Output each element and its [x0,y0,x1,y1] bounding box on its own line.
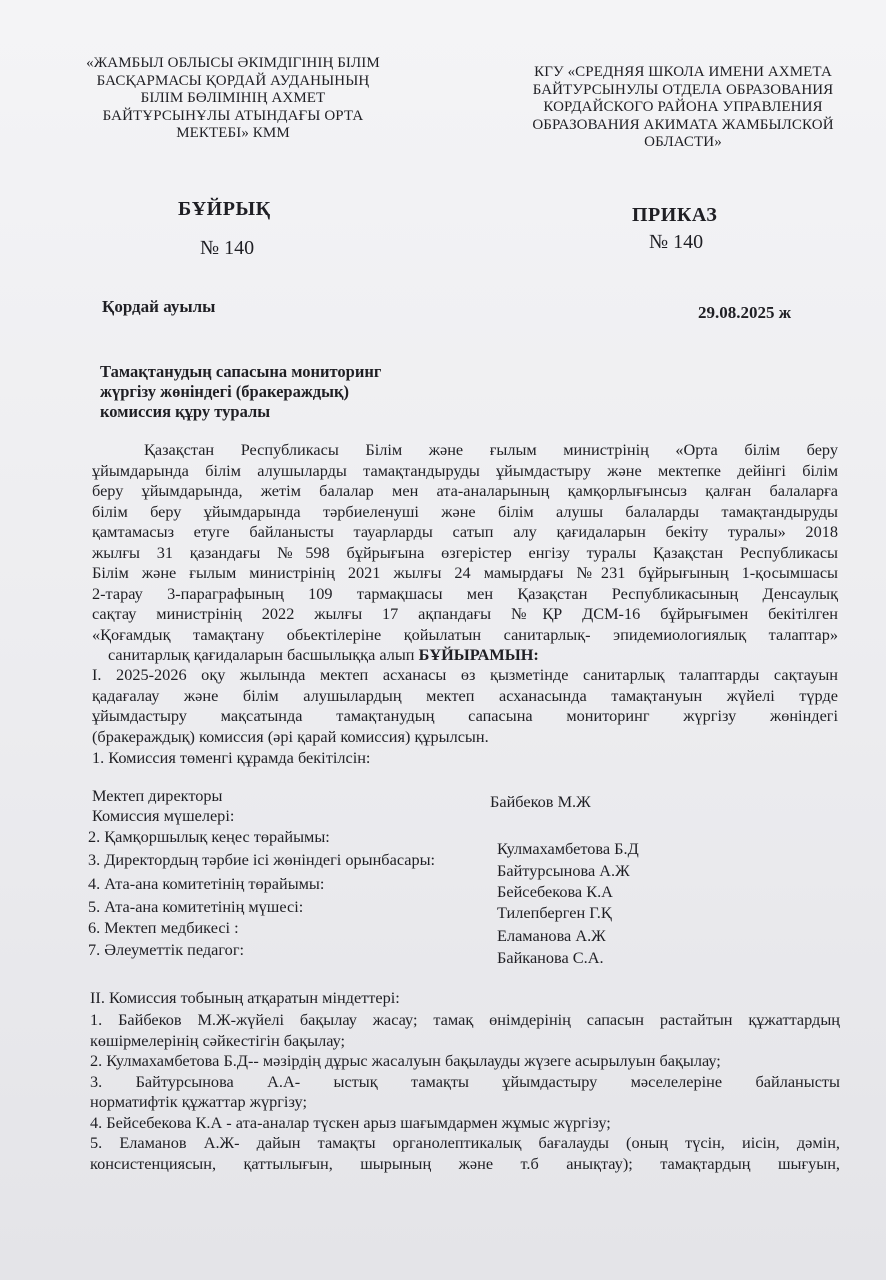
header-left-org [68,55,398,143]
duty-line: 4. Бейсебекова К.А - ата-аналар түскен арыз шағымдармен жұмыс жүргізу; [90,1112,611,1132]
subject-line: комиссия құру туралы [100,402,271,421]
header-right-line: КОРДАЙСКОГО РАЙОНА УПРАВЛЕНИЯ [543,99,823,115]
member-name: Байтурсынова А.Ж [497,861,630,880]
member-name: Еламанова А.Ж [497,926,606,945]
duty-line: 1. Байбеков М.Ж-жүйелі бақылау жасау; тамақ өнімдерінің сапасын растайтын құжаттардың [90,1010,840,1029]
member-name: Бейсебекова К.А [497,882,613,901]
preamble-last-text: санитарлық қағидаларын басшылыққа алып [108,645,419,664]
subject-line: Тамақтанудың сапасына мониторинг [100,362,382,381]
order-title-ru: ПРИКАЗ [632,204,718,226]
duty-line: 2. Кулмахамбетова Б.Д-- мәзірдің дұрыс жасалуын бақылауды жүзеге асырылуын бақылау; [90,1051,721,1070]
order-date: 29.08.2025 ж [698,303,792,322]
order-number-ru: № 140 [649,231,704,253]
member-role: 5. Ата-ана комитетінің мүшесі: [88,897,304,916]
duty-line: норматифтік құжаттар жүргізу; [90,1092,307,1111]
header-right-line: КГУ «СРЕДНЯЯ ШКОЛА ИМЕНИ АХМЕТА [534,64,832,80]
order-title-kz: БҰЙРЫҚ [178,198,271,220]
section-2 [90,988,840,1174]
duty-line: 3. Байтурсынова А.А- ыстық тамақты ұйымдастыру мәселелеріне байланысты [90,1071,840,1091]
preamble-lines-line: ұйымдарында білім алушыларды тамақтандыруды ұйымдастыру және мектепке дейінгі білім [92,460,838,480]
member-name: Тилепберген Г.Қ [497,903,612,922]
member-name: Байканова С.А. [497,948,604,967]
member-name: Кулмахамбетова Б.Д [497,839,639,858]
command-word: БҰЙЫРАМЫН: [418,645,539,664]
header-left-line: «ЖАМБЫЛ ОБЛЫСЫ ӘКІМДІГІНІҢ БІЛІМ [86,55,380,71]
preamble-lines-line: қамтамасыз етуге байланысты тауарларды сатып алу қағидаларын бекіту туралы» 2018 [92,522,838,541]
header-right-line: ОБРАЗОВАНИЯ АКИМАТА ЖАМБЫЛСКОЙ [532,116,834,133]
header-left-line: МЕКТЕБІ» КММ [176,125,290,141]
duty-line: көшірмелерінің сәйкестігін бақылау; [90,1030,346,1050]
composition-heading: 1. Комиссия төменгі құрамда бекітілсін: [92,748,371,767]
member-role: 2. Қамқоршылық кеңес төрайымы: [88,827,330,846]
member-role: 3. Директордың тәрбие ісі жөніндегі орынбасары: [88,850,436,869]
preamble-lines-line: білім беру ұйымдарында тәрбиеленуші және білім алушы балаларды тамақтандыруды [92,501,838,521]
preamble-lines-line: Қазақстан Республикасы Білім және ғылым министрінің «Орта білім беру [144,440,838,459]
subject-line: жүргізу жөніндегі (бракераждық) [100,382,350,401]
director-name: Байбеков М.Ж [490,792,591,811]
duty-line: 5. Еламанов А.Ж- дайын тамақты органолептикалық бағалауды (оның түсін, иісін, дәмін, [90,1133,840,1152]
duties-list [90,1010,840,1174]
header-left-line: БАЙТҰРСЫНҰЛЫ АТЫНДАҒЫ ОРТА [102,107,364,124]
order-body [92,440,838,768]
header-right-org [508,64,858,152]
member-role: 6. Мектеп медбикесі : [88,918,239,937]
preamble-lines-line: 2-тарау 3-параграфының 109 тармақшасы мен Қазақстан Республикасының Денсаулық [92,583,838,603]
order-number-kz: № 140 [200,237,255,259]
members-heading: Комиссия мүшелері: [92,806,235,825]
preamble-lines-line: сақтау министрінің 2022 жылғы 17 ақпандағы №ҚР ДСМ-16 бұйрығымен бекітілген [92,604,838,623]
member-role: 7. Әлеуметтік педагог: [88,940,245,959]
section1-lines-line: ұйымдастыру мақсатында тамақтанудың сапасына мониторинг жүргізу жөніндегі [92,706,838,725]
order-subject [100,362,500,422]
preamble-last-line [92,645,838,665]
section1-lines-line: I. 2025-2026 оқу жылында мектеп асханасы өз қызметінде санитарлық талаптарды сақтауын [92,665,838,684]
preamble-lines-line: беру ұйымдарында, жетім балалар мен ата-аналарының қамқорлығынсыз қалған балаларға [92,481,838,500]
preamble-lines-line: «Қоғамдық тамақтану обьектілеріне қойылатын санитарлық- эпидемиологиялық талаптар» [92,624,838,644]
header-right-line: БАЙТУРСЫНУЛЫ ОТДЕЛА ОБРАЗОВАНИЯ [532,81,834,98]
preamble-lines-line: Білім және ғылым министрінің 2021 жылғы 24 мамырдағы №231 бұйрығының 1-қосымшасы [92,563,838,582]
header-left-line: БІЛІМ БӨЛІМІНІҢ АХМЕТ [140,90,326,106]
duty-line: консистенциясын, қаттылығын, шырының және т.б анықтау); тамақтардың шығуын, [90,1153,840,1173]
preamble-lines-line: жылғы 31 қазандағы №598 бұйрығына өзгерістер енгізу туралы Қазақстан Республикасы [92,542,838,562]
section1-lines-line: (бракераждық) комиссия (әрі қарай комиссия) құрылсын. [92,726,489,746]
director-role: Мектеп директоры [92,786,223,805]
header-left-line: БАСҚАРМАСЫ ҚОРДАЙ АУДАНЫНЫҢ [96,72,370,89]
section1-lines-line: қадағалау және білім алушылардың мектеп асханасында тамақтануын жүйелі түрде [92,685,838,705]
section-1 [92,665,838,747]
header-right-line: ОБЛАСТИ» [644,134,722,150]
place: Қордай ауылы [102,297,216,316]
member-role: 4. Ата-ана комитетінің төрайымы: [88,874,325,893]
preamble [92,440,838,645]
section-2-heading: II. Комиссия тобының атқаратын міндеттері: [90,988,400,1007]
